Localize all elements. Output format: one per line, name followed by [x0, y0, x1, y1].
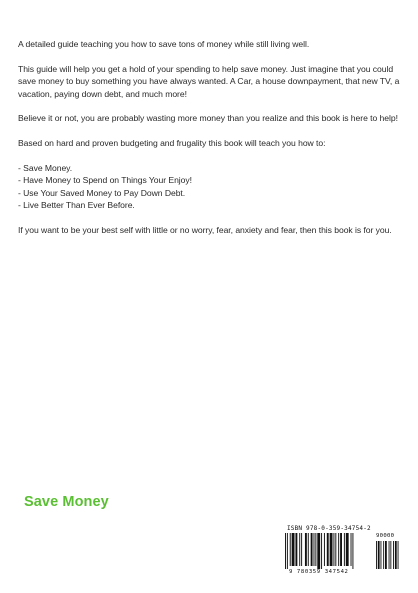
barcode-bar: [295, 533, 297, 566]
list-item: - Use Your Saved Money to Pay Down Debt.: [18, 187, 402, 199]
barcode-bar: [317, 533, 320, 569]
addon-bar: [390, 541, 391, 569]
barcode-bar: [324, 533, 325, 566]
barcode-bar: [301, 533, 302, 566]
isbn-barcode: [283, 525, 401, 575]
addon-bar: [383, 541, 384, 569]
barcode-bar: [292, 533, 295, 566]
closing-paragraph: If you want to be your best self with little or no worry, fear, anxiety and fear, then this book is for you.: [18, 225, 392, 236]
barcode-bar: [305, 533, 307, 566]
addon-bar: [385, 541, 387, 569]
list-item: - Live Better Than Ever Before.: [18, 199, 402, 211]
barcode-bar: [327, 533, 329, 566]
list-item: - Have Money to Spend on Things Your Enjoy!: [18, 174, 402, 186]
barcode-bar: [335, 533, 336, 566]
barcode-bar: [290, 533, 291, 566]
price-addon-code: 90000: [376, 533, 395, 539]
barcode-bar: [308, 533, 309, 566]
barcode-bar: [285, 533, 286, 569]
addon-bar: [395, 541, 397, 569]
intro-paragraph: A detailed guide teaching you how to save tons of money while still living well.: [18, 39, 310, 49]
barcode-bar: [340, 533, 342, 566]
barcode-bar: [351, 533, 352, 566]
barcode-bar: [321, 533, 322, 569]
barcode-bar: [346, 533, 349, 566]
brand-title: Save Money: [24, 494, 109, 510]
barcode-bar: [311, 533, 313, 566]
waste-paragraph: Believe it or not, you are probably wasting more money than you realize and this book is here to help!: [18, 113, 398, 124]
addon-bar: [381, 541, 382, 569]
barcode-bar: [338, 533, 339, 566]
barcode-bar: [352, 533, 353, 569]
barcode-bar: [299, 533, 300, 566]
addon-bar: [376, 541, 377, 569]
list-item: - Save Money.: [18, 162, 402, 174]
addon-bar: [398, 541, 399, 569]
description-paragraph: This guide will help you get a hold of your spending to help save money. Just imagine that you could save money to buy something you have always wanted. A Car, a house downpayment, that new TV, a vacation, paying down debt, and much more!: [18, 63, 400, 99]
addon-bar: [389, 541, 390, 569]
barcode-digits: 9 780359 347542: [289, 569, 349, 575]
barcode-bar: [287, 533, 288, 569]
addon-bar: [378, 541, 380, 569]
barcode-bar: [330, 533, 333, 566]
addon-bar: [393, 541, 394, 569]
teach-paragraph: Based on hard and proven budgeting and frugality this book will teach you how to:: [18, 138, 326, 149]
barcode-bar: [333, 533, 334, 566]
barcode-bar: [344, 533, 345, 566]
isbn-number: ISBN 978-0-359-34754-2: [287, 525, 371, 532]
cover-description: [18, 38, 402, 249]
benefit-list: [18, 162, 402, 212]
barcode-bar: [315, 533, 316, 566]
barcode-bar: [314, 533, 315, 566]
